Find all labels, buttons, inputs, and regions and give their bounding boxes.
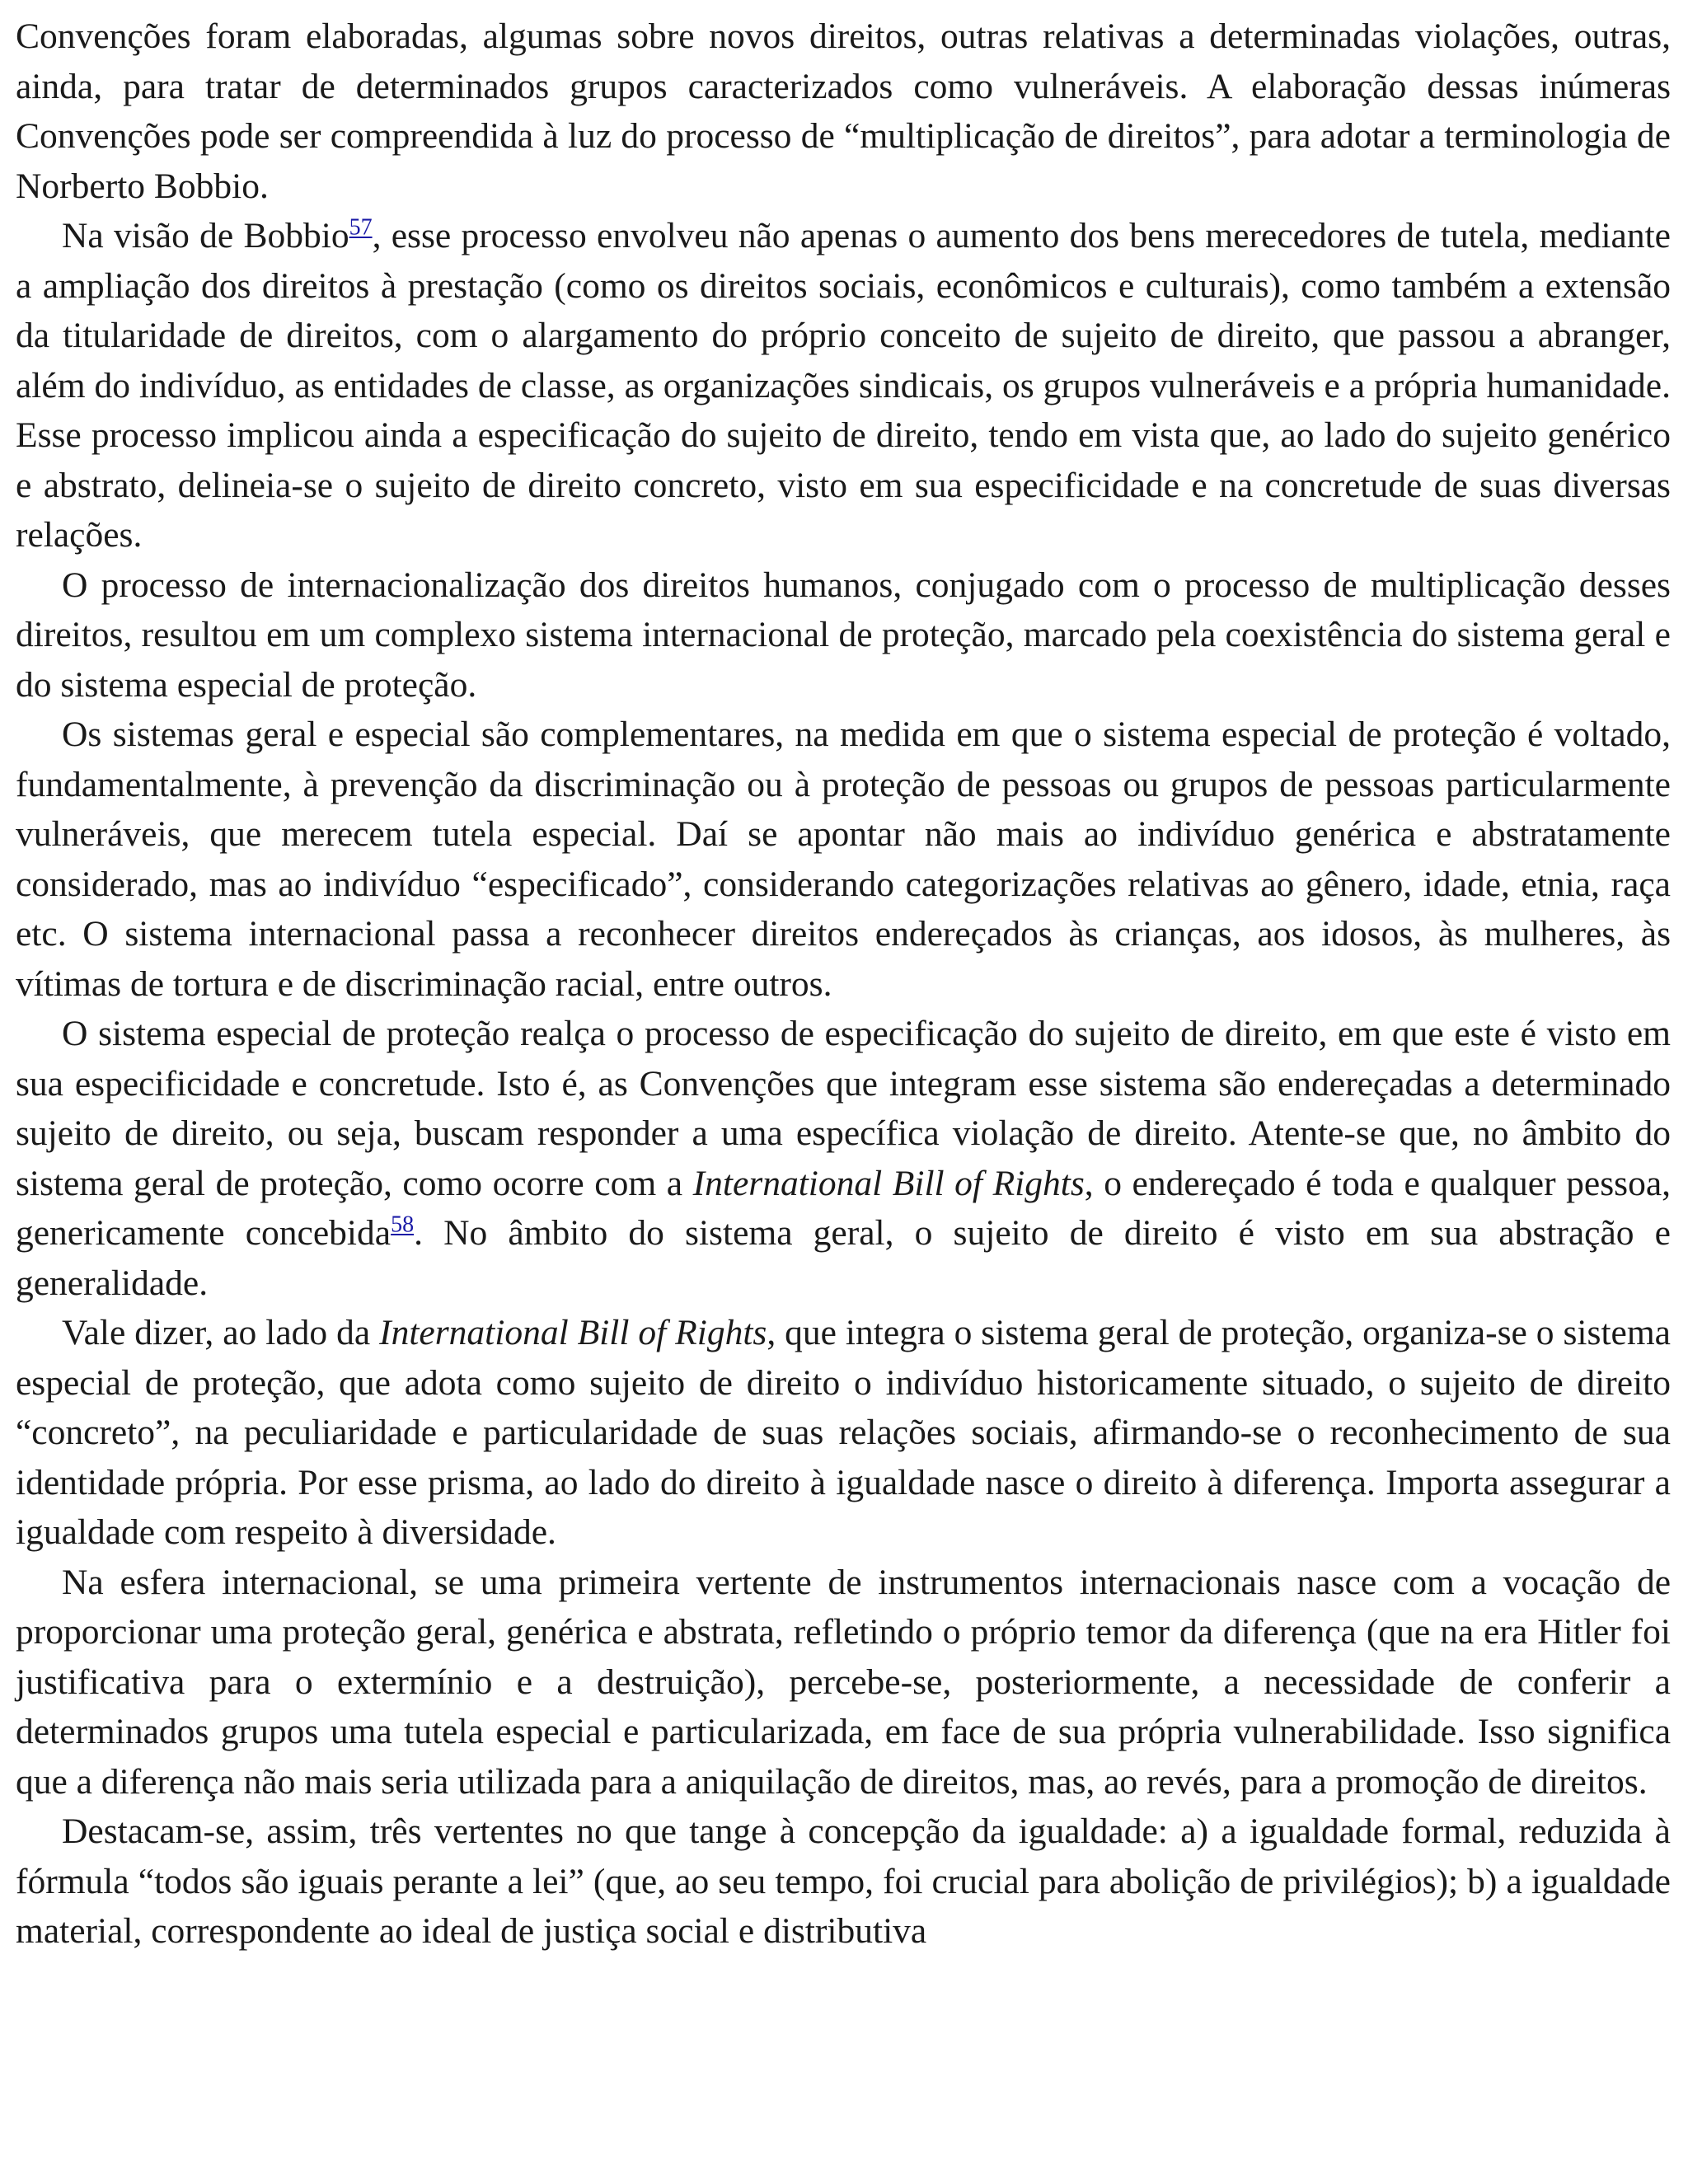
italic-text: International Bill of Rights <box>692 1163 1085 1203</box>
text-run: , esse processo envolveu não apenas o aumento dos bens merecedores de tutela, mediante a ampliação dos direitos à prestação (como os direitos sociais, econômicos e culturais), como também a extensão da titularidade de direitos, com o alargamento do próprio conceito de sujeito de direito, que passou a abranger, além do indivíduo, as entidades de classe, as organizações sindicais, os grupos vulneráveis e a própria humanidade. Esse processo implicou ainda a especificação do sujeito de direito, tendo em vista que, ao lado do sujeito genérico e abstrato, delineia-se o sujeito de direito concreto, visto em sua especificidade e na concretude de suas diversas relações. <box>16 216 1671 555</box>
text-run: Vale dizer, ao lado da <box>62 1313 380 1352</box>
text-run: . No âmbito do sistema geral, o sujeito de direito é visto em sua abstração e generalidade. <box>16 1213 1671 1303</box>
text-run: O sistema especial de proteção realça o processo de especificação do sujeito de direito, em que este é visto em sua especificidade e concretude. Isto é, as Convenções que integram esse sistema são endereçadas a determinado sujeito de direito, ou seja, buscam responder a uma específica violação de direito. Atente-se que, no âmbito do sistema geral de proteção, como ocorre com a <box>16 1014 1671 1203</box>
paragraph <box>16 1807 1671 1957</box>
text-run: Convenções foram elaboradas, algumas sobre novos direitos, outras relativas a determinadas violações, outras, ainda, para tratar de determinados grupos caracterizados como vulneráveis. A elaboração dessas inúmeras Convenções pode ser compreendida à luz do processo de “multiplicação de direitos”, para adotar a terminologia de Norberto Bobbio. <box>16 16 1671 206</box>
text-run: Destacam-se, assim, três vertentes no que tange à concepção da igualdade: a) a igualdade formal, reduzida à fórmula “todos são iguais perante a lei” (que, ao seu tempo, foi crucial para abolição de privilégios); b) a igualdade material, correspondente ao ideal de justiça social e distributiva <box>16 1811 1671 1951</box>
text-run: Na visão de Bobbio <box>62 216 349 255</box>
body-text <box>16 12 1671 1957</box>
text-run: , que integra o sistema geral de proteção, organiza-se o sistema especial de proteção, que adota como sujeito de direito o indivíduo historicamente situado, o sujeito de direito “concreto”, na peculiaridade e particularidade de suas relações sociais, afirmando-se o reconhecimento de sua identidade própria. Por esse prisma, ao lado do direito à igualdade nasce o direito à diferença. Importa assegurar a igualdade com respeito à diversidade. <box>16 1313 1671 1552</box>
paragraph <box>16 1308 1671 1558</box>
italic-text: International Bill of Rights <box>379 1313 767 1352</box>
paragraph <box>16 560 1671 710</box>
paragraph <box>16 12 1671 211</box>
footnote-reference-link[interactable]: 58 <box>391 1212 415 1238</box>
text-run: Na esfera internacional, se uma primeira vertente de instrumentos internacionais nasce com a vocação de proporcionar uma proteção geral, genérica e abstrata, refletindo o próprio temor da diferença (que na era Hitler foi justificativa para o extermínio e a destruição), percebe-se, posteriormente, a necessidade de conferir a determinados grupos uma tutela especial e particularizada, em face de sua própria vulnerabilidade. Isso significa que a diferença não mais seria utilizada para a aniquilação de direitos, mas, ao revés, para a promoção de direitos. <box>16 1562 1671 1802</box>
footnote-reference-link[interactable]: 57 <box>349 214 373 241</box>
text-run: O processo de internacionalização dos direitos humanos, conjugado com o processo de multiplicação desses direitos, resultou em um complexo sistema internacional de proteção, marcado pela coexistência do sistema geral e do sistema especial de proteção. <box>16 565 1671 705</box>
paragraph <box>16 1009 1671 1308</box>
paragraph <box>16 211 1671 560</box>
text-run: Os sistemas geral e especial são complementares, na medida em que o sistema especial de proteção é voltado, fundamentalmente, à prevenção da discriminação ou à proteção de pessoas ou grupos de pessoas particularmente vulneráveis, que merecem tutela especial. Daí se apontar não mais ao indivíduo genérica e abstratamente considerado, mas ao indivíduo “especificado”, considerando categorizações relativas ao gênero, idade, etnia, raça etc. O sistema internacional passa a reconhecer direitos endereçados às crianças, aos idosos, às mulheres, às vítimas de tortura e de discriminação racial, entre outros. <box>16 715 1671 1004</box>
text-run: , o endereçado é toda e qualquer pessoa, genericamente concebida <box>16 1163 1671 1253</box>
paragraph <box>16 1558 1671 1807</box>
paragraph <box>16 710 1671 1009</box>
